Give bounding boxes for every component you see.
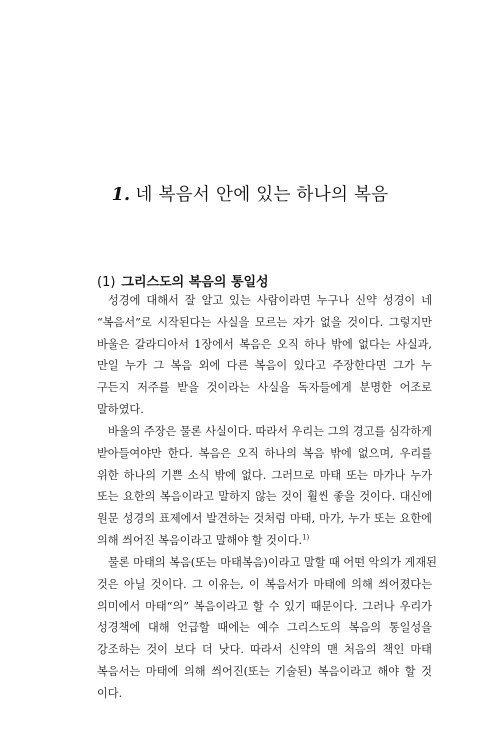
chapter-title xyxy=(0,181,500,206)
paragraph-line: 또는 요한의 복음이라고 말하지 않는 것이 훨씬 좋을 것이다. 대신에 xyxy=(97,490,432,504)
paragraph-line: 의미에서 마태“의” 복음이라고 할 수 있기 때문이다. 그러나 우리가 xyxy=(97,599,432,613)
paragraph-line: 원문 성경의 표제에서 발견하는 것처럼 마태, 마가, 누가 또는 요한에 xyxy=(97,512,432,526)
paragraph-line: 위한 하나의 기쁜 소식 밖에 없다. 그러므로 마태 또는 마가나 누가 xyxy=(97,468,432,482)
chapter-number: 1. xyxy=(111,185,131,205)
paragraph-line: “복음서”로 시작된다는 사실을 모르는 자가 없을 것이다. 그렇지만 xyxy=(97,315,432,329)
paragraph-1 xyxy=(97,290,432,421)
paragraph-line: 구든지 저주를 받을 것이라는 사실을 독자들에게 분명한 어조로 xyxy=(97,381,432,395)
paragraph-line: 물론 마태의 복음(또는 마태복음)이라고 말할 때 어떤 악의가 게재된 xyxy=(108,556,437,569)
paragraph-line: 바울은 갈라디아서 1장에서 복음은 오직 하나 밖에 없다는 사실과, xyxy=(97,337,432,351)
paragraph-line: 말하였다. xyxy=(97,402,144,416)
section-heading xyxy=(97,271,269,290)
paragraph-3 xyxy=(97,552,437,705)
paragraph-line: 성경에 대해서 잘 알고 있는 사람이라면 누구나 신약 성경이 네 xyxy=(108,294,432,307)
footnote-marker: 1) xyxy=(302,533,310,542)
paragraph-line: 강조하는 것이 보다 더 낫다. 따라서 신약의 맨 처음의 책인 마태 xyxy=(97,643,432,657)
paragraph-2 xyxy=(97,421,432,552)
paragraph-line: 만일 누가 그 복음 외에 다른 복음이 있다고 주장한다면 그가 누 xyxy=(97,359,432,373)
section-title: 그리스도의 복음의 통일성 xyxy=(121,275,269,290)
paragraph-line: 복음서는 마태에 의해 씌어진(또는 기술된) 복음이라고 해야 할 것 xyxy=(97,664,432,678)
paragraph-line: 것은 아닐 것이다. 그 이유는, 이 복음서가 마태에 의해 씌어졌다는 xyxy=(97,577,432,591)
paragraph-line: 바울의 주장은 물론 사실이다. 따라서 우리는 그의 경고를 심각하게 xyxy=(108,425,432,438)
paragraph-line: 받아들여야만 한다. 복음은 오직 하나의 복음 밖에 없으며, 우리를 xyxy=(97,446,432,460)
chapter-title-text: 네 복음서 안에 있는 하나의 복음 xyxy=(135,185,389,205)
paragraph-line: 이다. xyxy=(97,686,123,700)
section-label: (1) xyxy=(97,275,116,290)
paragraph-line: 성경책에 대해 언급할 때에는 예수 그리스도의 복음의 통일성을 xyxy=(97,621,432,635)
paragraph-line-text: 의해 씌어진 복음이라고 말해야 할 것이다. xyxy=(97,533,303,547)
paragraph-line xyxy=(97,530,432,552)
